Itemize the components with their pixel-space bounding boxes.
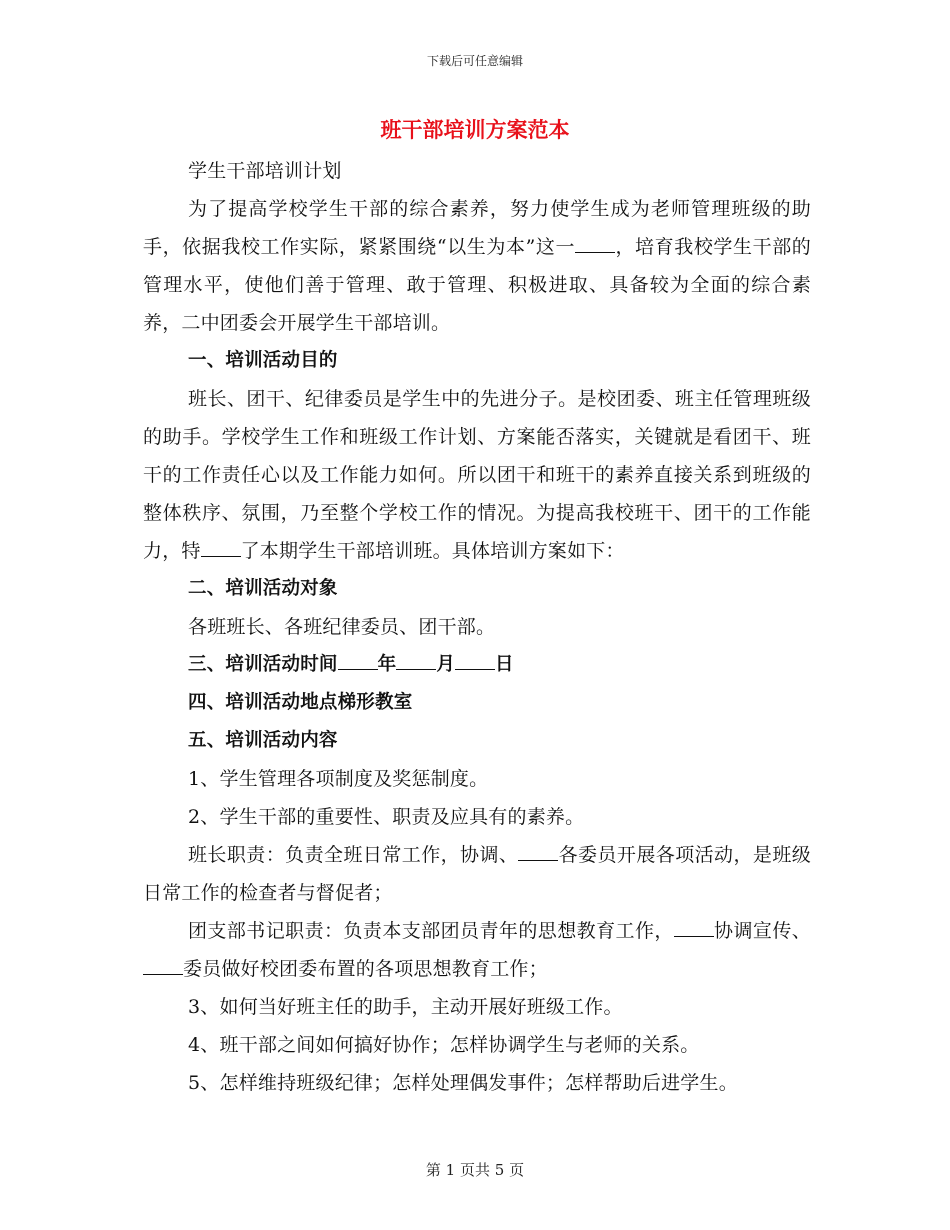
paragraph-target: 各班班长、各班纪律委员、团干部。 (188, 616, 496, 638)
document-body (143, 152, 811, 1102)
paragraph-text: 委员做好校团委布置的各项思想教育工作； (183, 958, 548, 980)
paragraph-text: 各委员开展各项活动，是班级日常工作的检查者与督促者； (143, 844, 811, 904)
section-heading-time (143, 646, 811, 684)
blank-line (575, 233, 615, 253)
blank-line (143, 955, 183, 975)
list-item: 5、怎样维持班级纪律；怎样处理偶发事件；怎样帮助后进学生。 (188, 1072, 738, 1094)
section-heading-location: 四、培训活动地点梯形教室 (188, 692, 413, 713)
paragraph-secretary-duty (143, 912, 811, 988)
list-item: 3、如何当好班主任的助手，主动开展好班级工作。 (188, 996, 623, 1018)
paragraph-text: 班长、团干、纪律委员是学生中的先进分子。是校团委、班主任管理班级的助手。学校学生工作和班级工作计划、方案能否落实，关键就是看团干、班干的工作责任心以及工作能力如何。所以团干和班干的素养直接关系到班级的整体秩序、氛围，乃至整个学校工作的情况。为提高我校班干、团干的工作能力，特 (143, 388, 811, 562)
page-footer: 第 1 页共 5 页 (425, 1161, 525, 1179)
section-heading-purpose: 一、培训活动目的 (188, 350, 338, 371)
blank-line (674, 917, 714, 937)
list-item: 2、学生干部的重要性、职责及应具有的素养。 (188, 806, 585, 828)
blank-line (338, 651, 378, 671)
blank-line (201, 537, 241, 557)
paragraph-text: 团支部书记职责：负责本支部团员青年的思想教育工作， (188, 920, 674, 942)
list-item: 4、班干部之间如何搞好协作；怎样协调学生与老师的关系。 (188, 1034, 700, 1056)
blank-line (455, 651, 495, 671)
month-label: 月 (436, 654, 456, 675)
section-heading-content: 五、培训活动内容 (188, 730, 338, 751)
blank-line (518, 841, 558, 861)
time-label: 三、培训活动时间 (188, 654, 338, 675)
paragraph-text: 协调宣传、 (713, 920, 811, 942)
paragraph-text: 了本期学生干部培训班。具体培训方案如下： (240, 540, 625, 562)
paragraph-intro (143, 190, 811, 342)
paragraph-monitor-duty (143, 836, 811, 912)
page-header: 下载后可任意编辑 (426, 54, 523, 68)
section-heading-target: 二、培训活动对象 (188, 578, 338, 599)
document-title: 班干部培训方案范本 (380, 118, 570, 142)
year-label: 年 (377, 654, 397, 675)
day-label: 日 (495, 654, 514, 675)
list-item: 1、学生管理各项制度及奖惩制度。 (188, 768, 489, 790)
paragraph-text: ，培育我校学生干部的管理水平，使他们善于管理、敢于管理、积极进取、具备较为全面的综合素养，二中团委会开展学生干部培训。 (143, 236, 811, 334)
paragraph-text: 班长职责：负责全班日常工作，协调、 (188, 844, 519, 866)
intro-line: 学生干部培训计划 (188, 160, 342, 182)
blank-line (396, 651, 436, 671)
paragraph-text: 为了提高学校学生干部的综合素养，努力使学生成为老师管理班级的助手，依据我校工作实际，紧紧围绕“以生为本”这一 (143, 198, 811, 258)
paragraph-purpose (143, 380, 811, 570)
